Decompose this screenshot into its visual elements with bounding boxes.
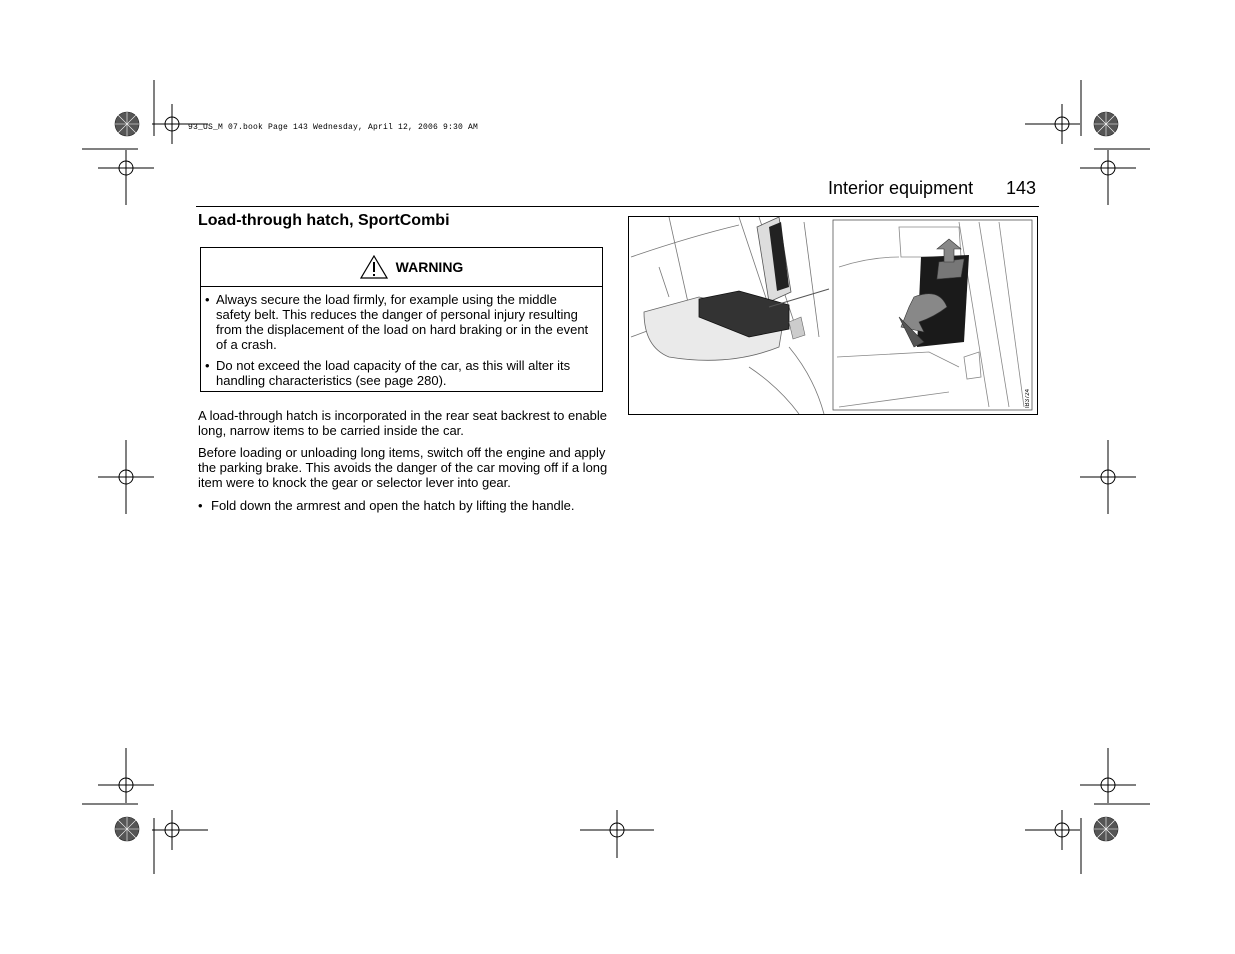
- warning-list: [201, 287, 602, 388]
- instruction-text: Fold down the armrest and open the hatch by lifting the handle.: [211, 498, 575, 513]
- hatch-illustration: [628, 216, 1038, 415]
- warning-box: [200, 247, 603, 392]
- warning-item: • Do not exceed the load capacity of the car, as this will alter its handling characteristics (see page 280).: [216, 358, 592, 388]
- print-slug: 93_US_M 07.book Page 143 Wednesday, April 12, 2006 9:30 AM: [188, 123, 479, 132]
- bullet-dot: •: [198, 498, 203, 513]
- figure-code: IB3724: [1025, 388, 1031, 408]
- page-number: 143: [1006, 178, 1037, 198]
- warning-triangle-icon: [360, 255, 388, 279]
- warning-title: WARNING: [395, 259, 464, 275]
- warning-header: [201, 248, 602, 287]
- body-paragraph: A load-through hatch is incorporated in the rear seat backrest to enable long, narrow items to be carried inside the car.: [198, 408, 608, 438]
- body-paragraph: Before loading or unloading long items, switch off the engine and apply the parking brake. This avoids the danger of the car moving off if a long item were to knock the gear or selector lever into gear.: [198, 445, 608, 490]
- page-heading: Load-through hatch, SportCombi: [198, 212, 450, 229]
- header-rule: [196, 206, 1039, 207]
- section-title: Interior equipment: [828, 178, 974, 198]
- warning-item: • Always secure the load firmly, for example using the middle safety belt. This reduces the danger of personal injury resulting from the displacement of the load on hard braking or in the event of a crash.: [216, 292, 592, 352]
- instruction-item: [198, 498, 575, 513]
- hatch-drawing: [629, 217, 1037, 414]
